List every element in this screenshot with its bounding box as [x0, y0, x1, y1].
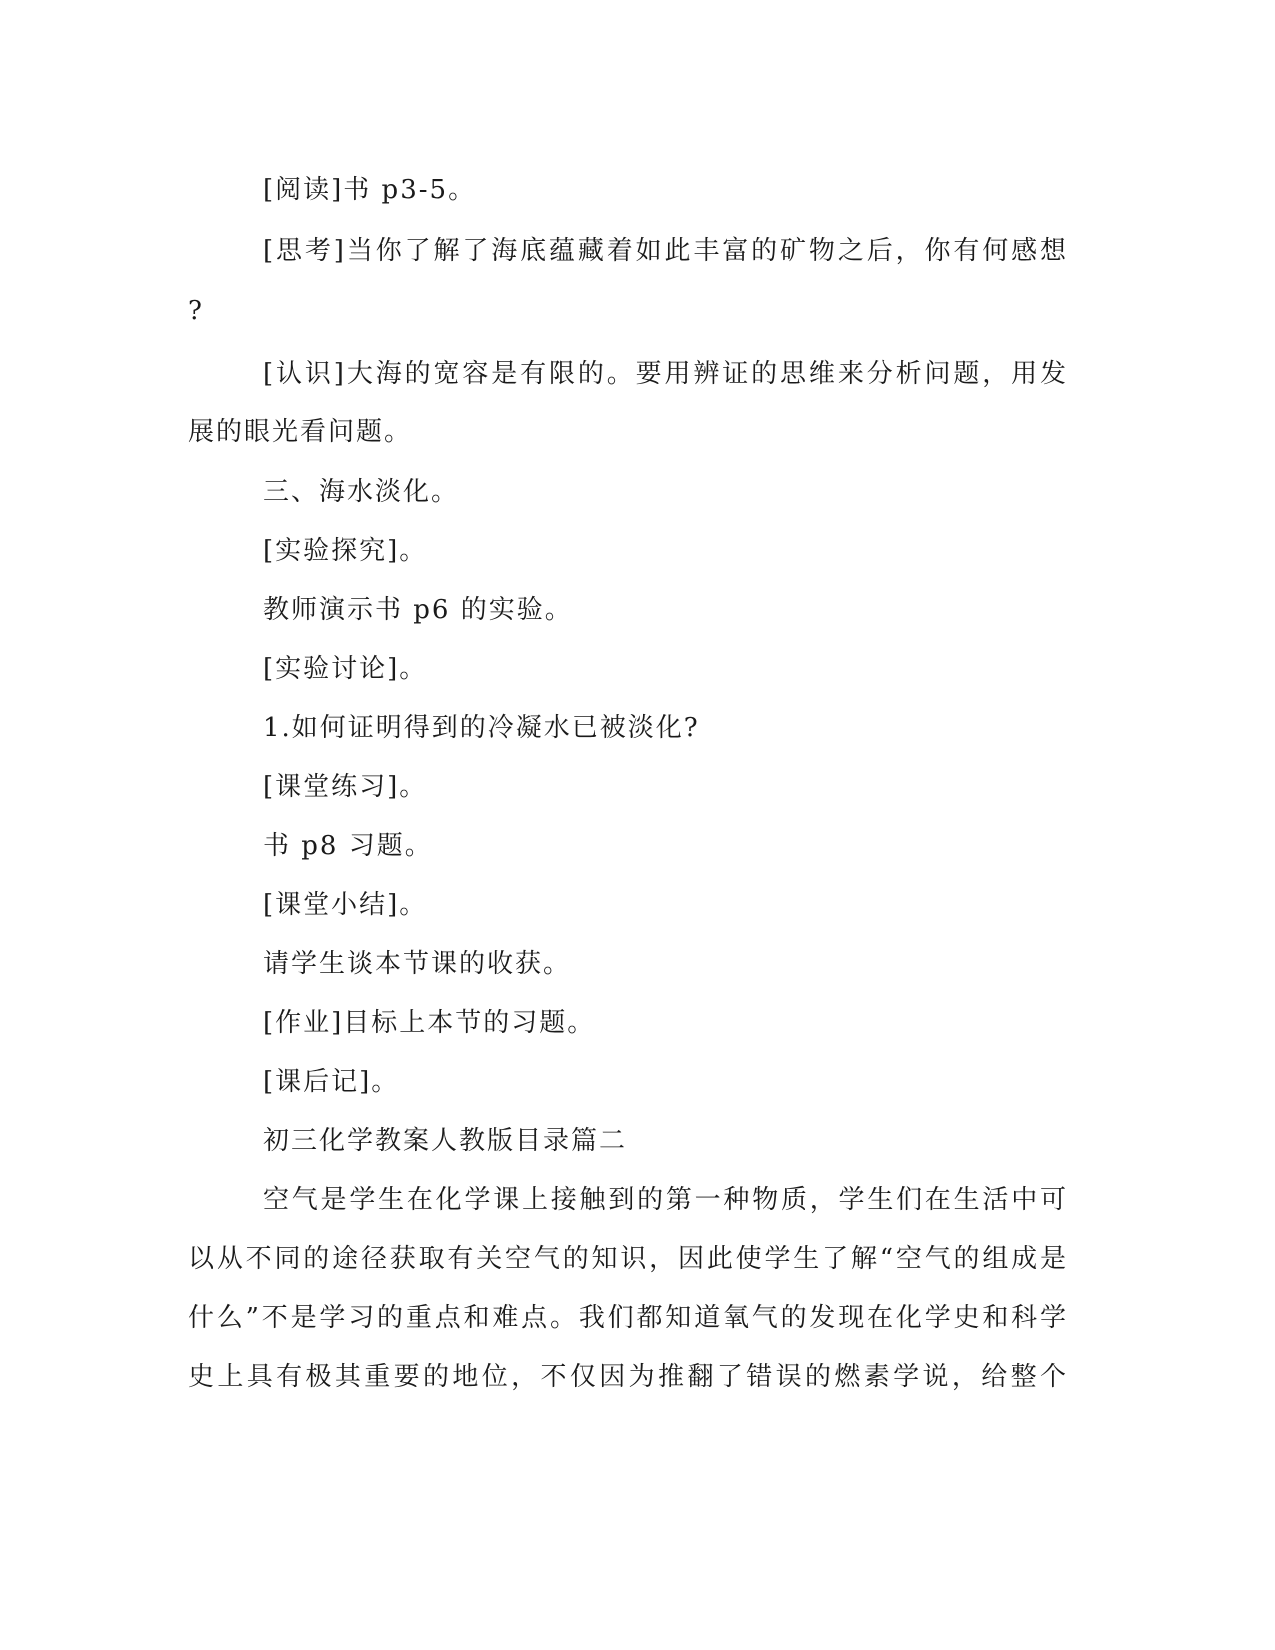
text-line-thinking-end: ?: [188, 296, 204, 326]
text-line-class-summary: [课堂小结]。: [263, 890, 428, 920]
paragraph-line-4: 史上具有极其重要的地位，不仅因为推翻了错误的燃素学说，给整个: [188, 1362, 1068, 1392]
text-line-experiment-explore: [实验探究]。: [263, 536, 428, 566]
section-heading-desalination: 三、海水淡化。: [263, 477, 460, 507]
text-line-student-gains: 请学生谈本节课的收获。: [263, 949, 572, 979]
text-line-after-class: [课后记]。: [263, 1067, 400, 1097]
text-line-reading: [阅读]书 p3-5。: [263, 175, 477, 205]
section-heading-part-two: 初三化学教案人教版目录篇二: [263, 1126, 628, 1156]
paragraph-line-1: 空气是学生在化学课上接触到的第一种物质，学生们在生活中可: [263, 1185, 1068, 1215]
text-line-teacher-demo: 教师演示书 p6 的实验。: [263, 595, 573, 625]
text-line-cognition: [认识]大海的宽容是有限的。要用辨证的思维来分析问题，用发: [263, 359, 1068, 389]
paragraph-line-2: 以从不同的途径获取有关空气的知识，因此使学生了解“空气的组成是: [188, 1244, 1068, 1274]
text-line-experiment-discussion: [实验讨论]。: [263, 654, 428, 684]
text-line-class-practice: [课堂练习]。: [263, 772, 428, 802]
text-line-exercises: 书 p8 习题。: [263, 831, 433, 861]
paragraph-line-3: 什么”不是学习的重点和难点。我们都知道氧气的发现在化学史和科学: [188, 1303, 1068, 1333]
text-line-question-1: 1.如何证明得到的冷凝水已被淡化?: [263, 713, 700, 743]
text-line-cognition-end: 展的眼光看问题。: [188, 417, 413, 447]
text-line-homework: [作业]目标上本节的习题。: [263, 1008, 596, 1038]
text-line-thinking: [思考]当你了解了海底蕴藏着如此丰富的矿物之后，你有何感想: [263, 236, 1068, 266]
